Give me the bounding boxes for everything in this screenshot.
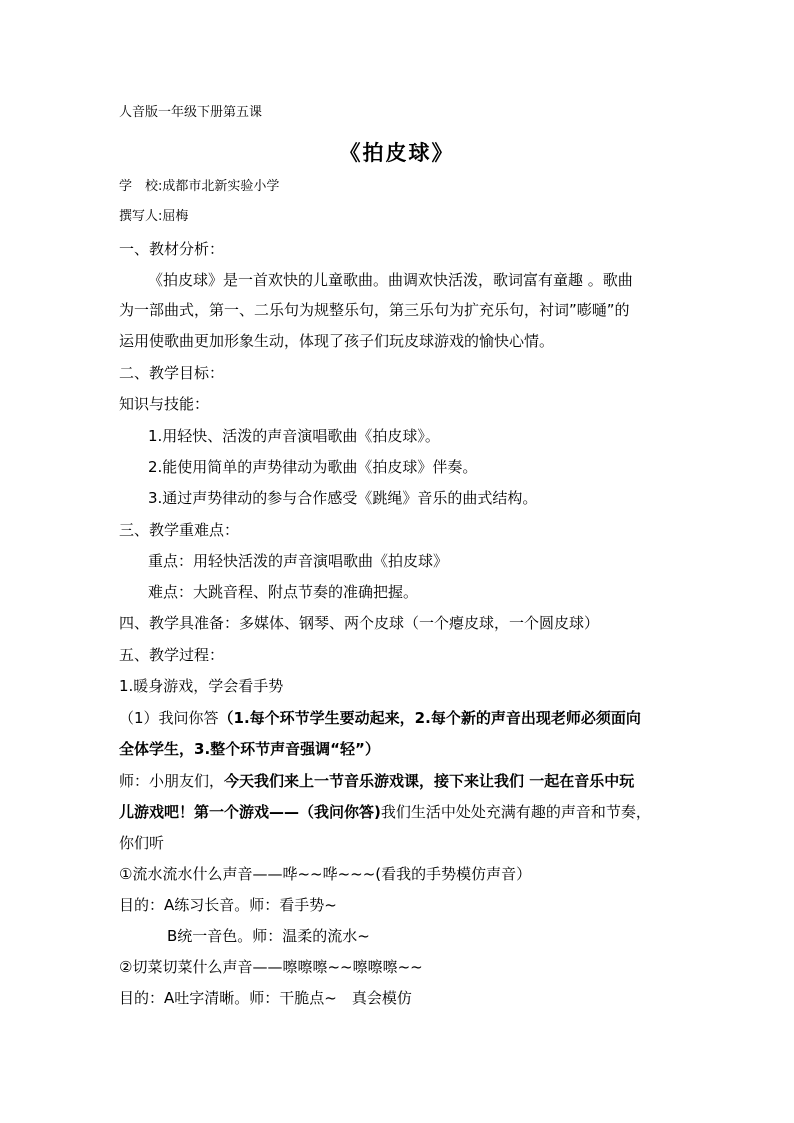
teacher-bold-2: 儿游戏吧！第一个游戏——（我问你答): [119, 803, 381, 821]
step1: 1.暖身游戏，学会看手势: [119, 677, 284, 695]
section1-para-line-1: 《拍皮球》是一首欢快的儿童歌曲。曲调欢快活泼，歌词富有童趣 。歌曲: [148, 271, 633, 289]
q-prefix: （1）我问你答: [119, 709, 219, 727]
key-point: 重点：用轻快活泼的声音演唱歌曲《拍皮球》: [148, 552, 449, 570]
section5-heading: 五、教学过程：: [119, 646, 225, 664]
q-line-1: [119, 708, 641, 728]
item-b: ②切菜切菜什么声音——嚓嚓嚓~~嚓嚓嚓~~: [119, 958, 423, 976]
teacher-line-1: [119, 771, 634, 791]
q-bold-2: 全体学生，3.整个环节声音强调“轻”）: [119, 740, 380, 758]
q-bold-1: （1.每个环节学生要动起来，2.每个新的声音出现老师必须面向: [218, 709, 641, 727]
teacher-bold-1: 今天我们来上一节音乐游戏课，接下来让我们 一起在音乐中玩: [224, 772, 635, 790]
goal-item-2: 2.能使用简单的声势律动为歌曲《拍皮球》伴奏。: [148, 458, 478, 476]
school-line: 学 校:成都市北新实验小学: [119, 179, 280, 194]
author-line: 撰写人:屈梅: [119, 209, 189, 224]
goal-a1: 目的：A练习长音。师：看手势~: [119, 896, 337, 914]
page-title: 《拍皮球》: [339, 140, 455, 165]
item-a: ①流水流水什么声音——哗~~哗~~~(看我的手势模仿声音）: [119, 865, 532, 883]
teacher-rest: 我们生活中处处充满有趣的声音和节奏，: [380, 803, 651, 821]
teacher-prefix: 师：小朋友们，: [119, 772, 225, 790]
difficult-point: 难点：大跳音程、附点节奏的准确把握。: [148, 583, 419, 601]
goal-a2: B统一音色。师：温柔的流水~: [167, 927, 370, 945]
course-label: 人音版一年级下册第五课: [119, 105, 263, 120]
goal-b1: 目的：A吐字清晰。师：干脆点~ 真会模仿: [119, 989, 412, 1007]
goal-item-1: 1.用轻快、活泼的声音演唱歌曲《拍皮球》。: [148, 427, 440, 445]
teacher-line-3: 你们听: [119, 834, 165, 852]
section4-text: 四、教学具准备：多媒体、钢琴、两个皮球（一个瘪皮球，一个圆皮球）: [119, 614, 600, 632]
goal-item-3: 3.通过声势律动的参与合作感受《跳绳》音乐的曲式结构。: [148, 489, 538, 507]
section2-heading: 二、教学目标：: [119, 364, 225, 382]
teacher-line-2: [119, 802, 651, 822]
section2-sub: 知识与技能：: [119, 395, 210, 413]
section3-heading: 三、教学重难点：: [119, 521, 240, 539]
section1-para-line-3: 运用使歌曲更加形象生动，体现了孩子们玩皮球游戏的愉快心情。: [119, 332, 555, 350]
section1-para-line-2: 为一部曲式，第一、二乐句为规整乐句，第三乐句为扩充乐句，衬词”嘭嗵”的: [119, 301, 630, 319]
section1-heading: 一、教材分析：: [119, 240, 225, 258]
